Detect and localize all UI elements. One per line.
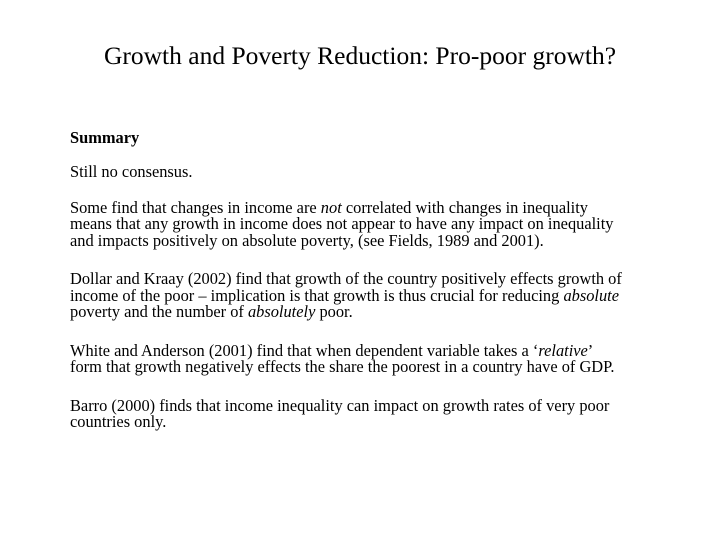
text-run: poverty and the number of [70,302,248,321]
text-run-italic: absolute [563,285,619,305]
text-run: Barro (2000) finds that income inequality can impact on growth rates of very poor [70,395,610,415]
paragraph-consensus [70,164,690,181]
paragraph-line [70,414,690,431]
text-run-italic: absolutely [247,302,316,321]
paragraph-line [70,230,690,250]
text-run: form that growth negatively effects the share the poorest in a country have of GDP. [70,357,615,376]
text-run: and impacts positively on absolute poverty, (see Fields, 1989 and 2001). [70,230,544,250]
paragraph-line [70,164,690,181]
text-run: countries only. [70,412,167,431]
paragraph-line [70,304,690,321]
summary-heading: Summary [70,128,140,147]
text-run: Some find that changes in income are [70,197,321,217]
text-run: White and Anderson (2001) find that when dependent variable takes a ‘ [70,340,539,360]
text-run: correlated with changes in inequality [341,197,588,217]
text-run: ’ [587,340,594,360]
text-run-italic: not [320,197,342,217]
text-run-italic: relative [538,340,588,360]
text-run: means that any growth in income does not appear to have any impact on inequality [70,214,614,233]
paragraph-fields [70,197,690,250]
slide-title: Growth and Poverty Reduction: Pro-poor growth? [103,41,617,70]
text-run: poor. [315,302,353,321]
paragraph-dollar-kraay [70,271,690,321]
paragraph-white-anderson [70,340,690,376]
text-run: Still no consensus. [70,162,193,181]
paragraph-barro [70,395,690,431]
slide-content [70,128,690,448]
text-run: Dollar and Kraay (2002) find that growth of the country positively effects growth of [70,269,622,288]
paragraph-line [70,359,690,376]
text-run: income of the poor – implication is that growth is thus crucial for reducing [70,285,564,305]
